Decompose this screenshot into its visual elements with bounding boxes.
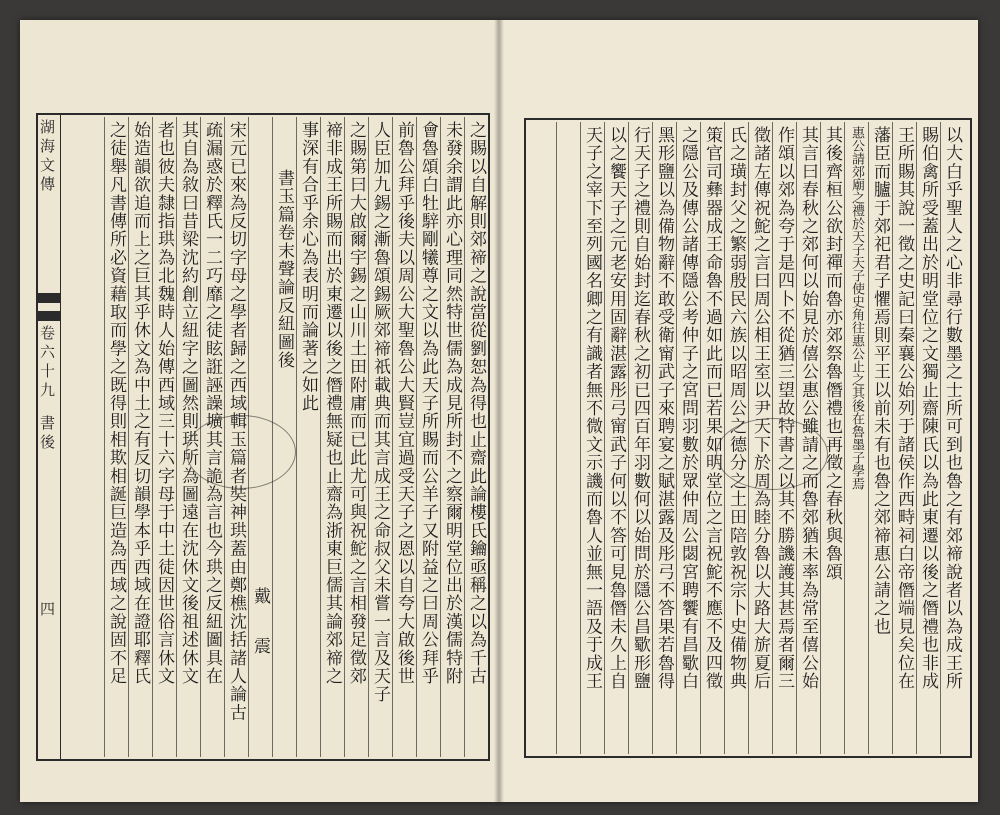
book-title: 湖海文傳 [38, 119, 56, 195]
text-column: 禘非成王所賜而出於東遷以後之僭禮無疑也止齋為浙東巨儒其論郊禘之 [320, 117, 344, 757]
section-label: 書後 [38, 415, 56, 453]
text-column: 宋元已來為反切字母之學者歸之西域輯玉篇者奘神珙蓋由鄭樵沈括諸人論古 [224, 117, 248, 757]
text-column: 之隱公及傳公諸傳隱公考仲子之宮問羽數於眾仲周公閟宮聘饗有昌歜白 [676, 122, 700, 754]
fish-tail-bottom-icon [38, 311, 60, 321]
annotation-column: 惠公請郊廟之禮於天子天子使史角往惠公止之其後在魯墨子學焉 [844, 122, 868, 754]
right-text-frame [524, 118, 972, 758]
volume-label: 卷六十九 [38, 325, 56, 401]
page-margin-strip [38, 115, 61, 759]
text-column: 之賜以自解則郊禘之說當從劉恕為得也止齋此論樓氏鑰亟稱之以為千古 [464, 117, 488, 757]
text-column: 氏之璜封父之繁弱殷民六族以昭周公之德分之土田陪敦祝宗卜史備物典 [724, 122, 748, 754]
text-column: 疏漏惑於釋氏一二巧靡之徒眩誑誣譟壙其言詭為言也今珙之反紐圖具在 [200, 117, 224, 757]
text-column: 策官司彝器成王命魯不過如此而已若果如明堂位之言祝鮀不應不及四徵 [700, 122, 724, 754]
text-column: 前魯公拜乎後夫以周公大聖魯公大賢豈宜過受天子之恩以自夸大啟後世 [392, 117, 416, 757]
text-column: 未發余謂此亦心理同然特世儒為成見所封不之察爾明堂位出於漢儒特附 [440, 117, 464, 757]
text-column: 其後齊桓公欲封禪而魯亦郊祭魯僭禮也再徵之春秋與魯頌 [820, 122, 844, 754]
text-column: 賜伯禽所受蓋出於明堂位之文獨止齋陳氏以為此東遷以後之僭禮也非成 [916, 122, 940, 754]
left-text-frame [36, 113, 490, 761]
text-column: 王所賜其說一徵之史記曰秦襄公始列于諸侯作西畤祠白帝僭端見矣位在 [892, 122, 916, 754]
text-column: 之賜第曰大啟爾宇錫之山川土田附庸而已此尤可與祝鮀之言相發足徵郊 [344, 117, 368, 757]
fish-tail-top-icon [38, 293, 60, 303]
left-page [20, 20, 499, 802]
text-column: 作頌以郊為夸于是四卜不從猶三望故特書之以其不勝譏護其甚焉者爾三 [772, 122, 796, 754]
text-column: 徵諸左傳祝鮀之言曰周公相王室以尹天下於周為睦分魯以大路大旂夏后 [748, 122, 772, 754]
book-spread [20, 20, 978, 802]
text-column: 會魯頌白牡騂剛犧尊之文以為此天子所賜而公羊子又附益之曰周公拜乎 [416, 117, 440, 757]
text-column: 事深有合乎余心為表明而論著之如此 [296, 117, 320, 757]
book-gutter [494, 20, 504, 802]
text-column: 黑形鹽以為備物辭不敢受衛甯武子來聘宴之賦湛露及彤弓不答果若魯得 [652, 122, 676, 754]
bleed-through-ring [716, 418, 828, 490]
text-column: 藩臣而臚于郊祀君子懼焉則平王以前未有也魯之郊禘惠公請之也 [868, 122, 892, 754]
text-column: 者也彼夫隸指珙為北魏時人始傳西域三十六字母于中土徒因世俗言休文 [152, 117, 176, 757]
author-name: 戴 震 [248, 117, 272, 757]
text-column: 其自為敘曰昔梁沈約創立紐字之圖然則珙所為圖遠在沈休文後祖述休文 [176, 117, 200, 757]
bleed-through-ring [186, 415, 296, 489]
text-column: 行天子之禮則自始封迄春秋之初已四百年羽數何以始問於隱公昌歜形鹽 [628, 122, 652, 754]
page-number: 四 [38, 601, 56, 620]
text-column: 天子之宰下至列國名卿之有識者無不微文示譏而魯人並無一語及于成王 [580, 122, 604, 754]
text-column [556, 122, 580, 754]
right-page [499, 20, 978, 802]
text-column: 其言曰春秋之郊何以始見於僖公惠公雖請之而魯郊猶未率為常至僖公始 [796, 122, 820, 754]
text-column: 之徒舉凡書傳所必資藉取而學之既得則相欺相誕巨造為西域之說固不足 [104, 117, 128, 757]
text-column: 人臣加九錫之漸魯頌錫厥郊禘祇載典而其言成王之命叔父未嘗一言及天子 [368, 117, 392, 757]
essay-title: 書玉篇卷末聲論反紐圖後 [272, 117, 296, 757]
text-column: 以大白乎聖人之心非尋行數墨之士所可到也魯之有郊禘說者以為成王所 [940, 122, 964, 754]
text-column: 始造韻欲追而上之巨其乎休文為中土之有反切韻學本乎西域在證耶釋氏 [128, 117, 152, 757]
text-column: 以之饗天子之元老安用固辭湛露彤弓甯武子何以不答可見魯僭未久上自 [604, 122, 628, 754]
